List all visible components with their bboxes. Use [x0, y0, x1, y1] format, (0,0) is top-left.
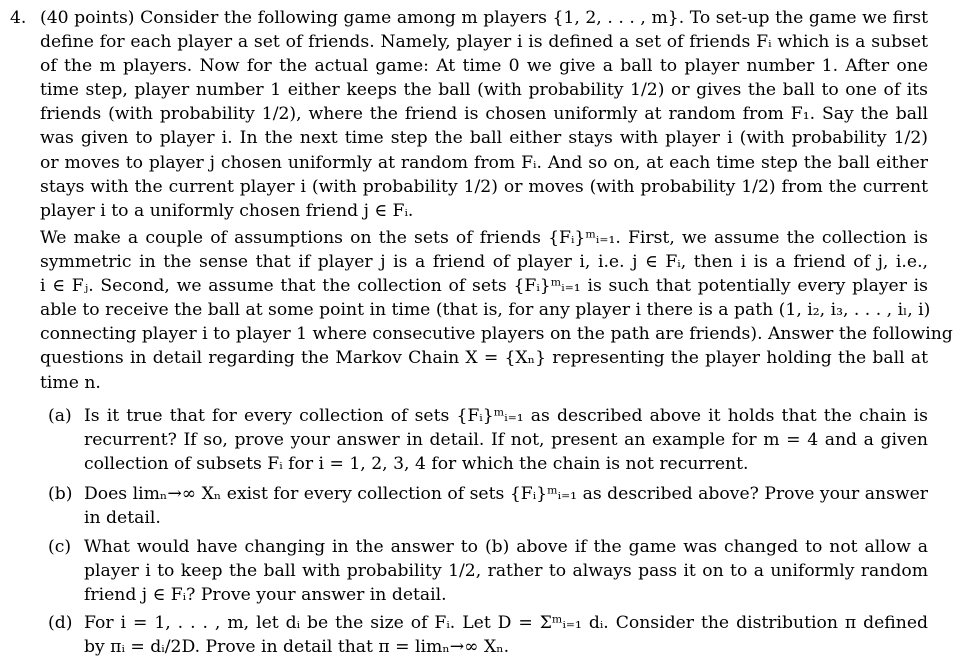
assumption-line: symmetric in the sense that if player j is a friend of player i, i.e. j ∈ Fᵢ, then i is a friend of j, i.e., — [40, 252, 928, 273]
question-d — [48, 611, 928, 659]
intro-line: stays with the current player i (with probability 1/2) or moves (with probability 1/2) from the current — [40, 176, 928, 197]
question-label: (a) — [48, 406, 72, 426]
question-b — [48, 482, 928, 530]
question-body — [84, 404, 928, 476]
question-body — [84, 482, 928, 530]
intro-line: time step, player number 1 either keeps the ball (with probability 1/2) or gives the ball to one of its — [40, 80, 928, 101]
question-line: Is it true that for every collection of sets {Fᵢ}ᵐᵢ₌₁ as described above it holds that the chain is — [84, 406, 928, 426]
intro-line: of the m players. Now for the actual game: At time 0 we give a ball to player number 1. After one — [40, 56, 928, 77]
assumption-line: time n. — [40, 372, 101, 393]
intro-line: define for each player a set of friends. Namely, player i is defined a set of friends Fᵢ which is a subset — [40, 32, 928, 53]
intro-line: was given to player i. In the next time step the ball either stays with player i (with probability 1/2) — [40, 128, 928, 149]
question-line: For i = 1, . . . , m, let dᵢ be the size of Fᵢ. Let D = Σᵐᵢ₌₁ dᵢ. Consider the distribution π defined — [84, 613, 928, 633]
question-line: recurrent? If so, prove your answer in detail. If not, present an example for m = 4 and a given — [84, 430, 928, 451]
question-line: Does limₙ→∞ Xₙ exist for every collection of sets {Fᵢ}ᵐᵢ₌₁ as described above? Prove your answer — [84, 484, 928, 504]
question-a — [48, 404, 928, 476]
question-line: in detail. — [84, 508, 161, 529]
intro-line: player i to a uniformly chosen friend j ∈ Fᵢ. — [40, 200, 414, 221]
problem-intro-paragraph — [40, 6, 928, 223]
problem-number: 4. — [10, 8, 27, 28]
question-line: friend j ∈ Fᵢ? Prove your answer in detail. — [84, 585, 447, 606]
intro-line: or moves to player j chosen uniformly at random from Fᵢ. And so on, at each time step the ball either — [40, 152, 928, 173]
question-line: What would have changing in the answer to (b) above if the game was changed to not allow a — [84, 537, 928, 557]
question-body — [84, 535, 928, 607]
assumption-line: able to receive the ball at some point in time (that is, for any player i there is a path (1, i₂, i₃, . . . , iₗ, i) — [40, 300, 931, 321]
assumptions-paragraph — [40, 226, 953, 395]
question-label: (b) — [48, 484, 73, 504]
question-line: player i to keep the ball with probability 1/2, rather to always pass it on to a uniformly random — [84, 561, 928, 582]
assumption-line: We make a couple of assumptions on the sets of friends {Fᵢ}ᵐᵢ₌₁. First, we assume the collection is — [40, 228, 928, 248]
question-body — [84, 611, 928, 659]
question-label: (d) — [48, 613, 73, 633]
assumption-line: i ∈ Fⱼ. Second, we assume that the collection of sets {Fᵢ}ᵐᵢ₌₁ is such that potentially every player is — [40, 276, 928, 297]
question-label: (c) — [48, 537, 72, 557]
assumption-line: connecting player i to player 1 where consecutive players on the path are friends). Answer the following — [40, 324, 953, 345]
assumption-line: questions in detail regarding the Markov Chain X = {Xₙ} representing the player holding the ball at — [40, 348, 928, 369]
question-line: collection of subsets Fᵢ for i = 1, 2, 3, 4 for which the chain is not recurrent. — [84, 454, 749, 475]
question-c — [48, 535, 928, 607]
intro-line: (40 points) Consider the following game among m players {1, 2, . . . , m}. To set-up the game we first — [40, 8, 928, 28]
question-line: by πᵢ = dᵢ/2D. Prove in detail that π = limₙ→∞ Xₙ. — [84, 637, 510, 658]
intro-line: friends (with probability 1/2), where the friend is chosen uniformly at random from F₁. Say the ball — [40, 104, 928, 125]
